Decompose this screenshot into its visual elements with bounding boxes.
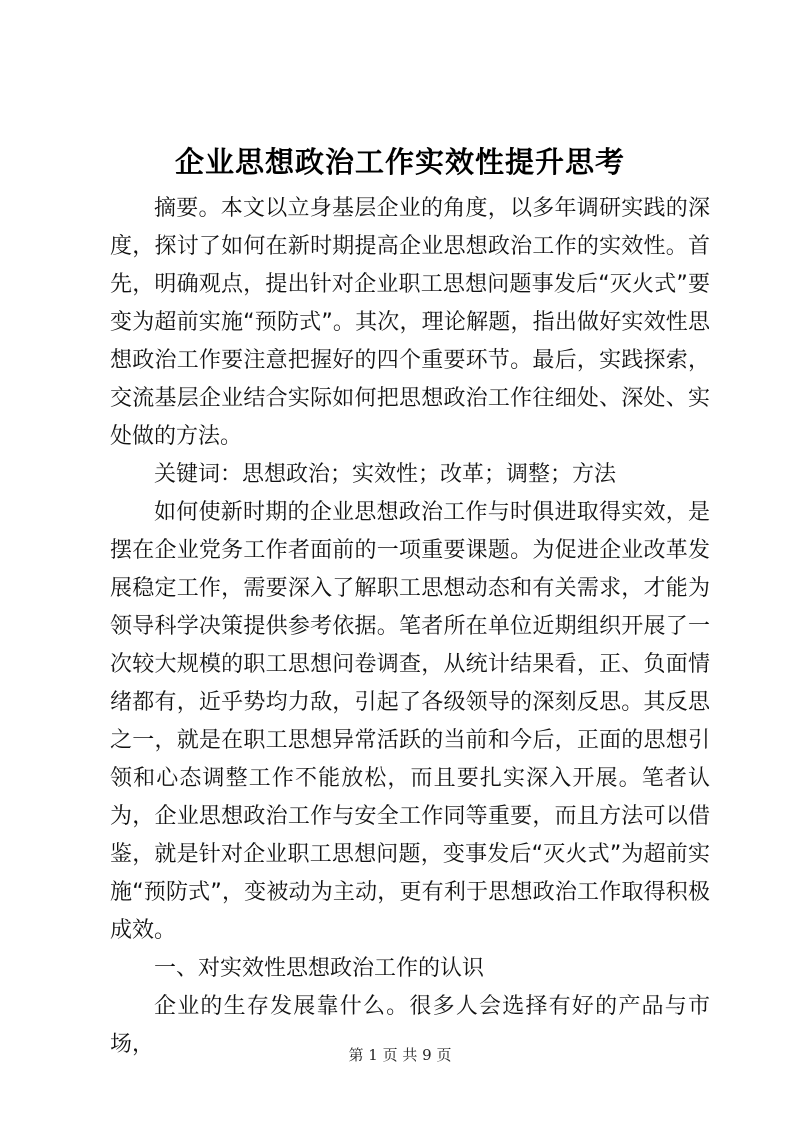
intro-paragraph: 如何使新时期的企业思想政治工作与时俱进取得实效，是摆在企业党务工作者面前的一项重要课题。为促进企业改革发展稳定工作，需要深入了解职工思想动态和有关需求，才能为领导科学决策提供参考依据。笔者所在单位近期组织开展了一次较大规模的职工思想问卷调查，从统计结果看，正、负面情绪都有，近乎势均力敌，引起了各级领导的深刻反思。其反思之一，就是在职工思想异常活跃的当前和今后，正面的思想引领和心态调整工作不能放松，而且要扎实深入开展。笔者认为，企业思想政治工作与安全工作同等重要，而且方法可以借鉴，就是针对企业职工思想问题，变事发后“灭火式”为超前实施“预防式”，变被动为主动，更有利于思想政治工作取得积极成效。 (110, 500, 710, 943)
section-paragraph: 企业的生存发展靠什么。很多人会选择有好的产品与市场， (110, 994, 710, 1057)
document-body (110, 190, 710, 1064)
section-heading: 一、对实效性思想政治工作的认识 (154, 956, 485, 981)
keywords-paragraph: 关键词：思想政治；实效性；改革；调整；方法 (154, 462, 617, 487)
page-footer: 第 1 页 共 9 页 (348, 1046, 452, 1064)
abstract-paragraph: 摘要。本文以立身基层企业的角度，以多年调研实践的深度，探讨了如何在新时期提高企业思想政治工作的实效性。首先，明确观点，提出针对企业职工思想问题事发后“灭火式”要变为超前实施“预防式”。其次，理论解题，指出做好实效性思想政治工作要注意把握好的四个重要环节。最后，实践探索，交流基层企业结合实际如何把思想政治工作往细处、深处、实处做的方法。 (110, 196, 711, 449)
document-title: 企业思想政治工作实效性提升思考 (174, 145, 625, 179)
